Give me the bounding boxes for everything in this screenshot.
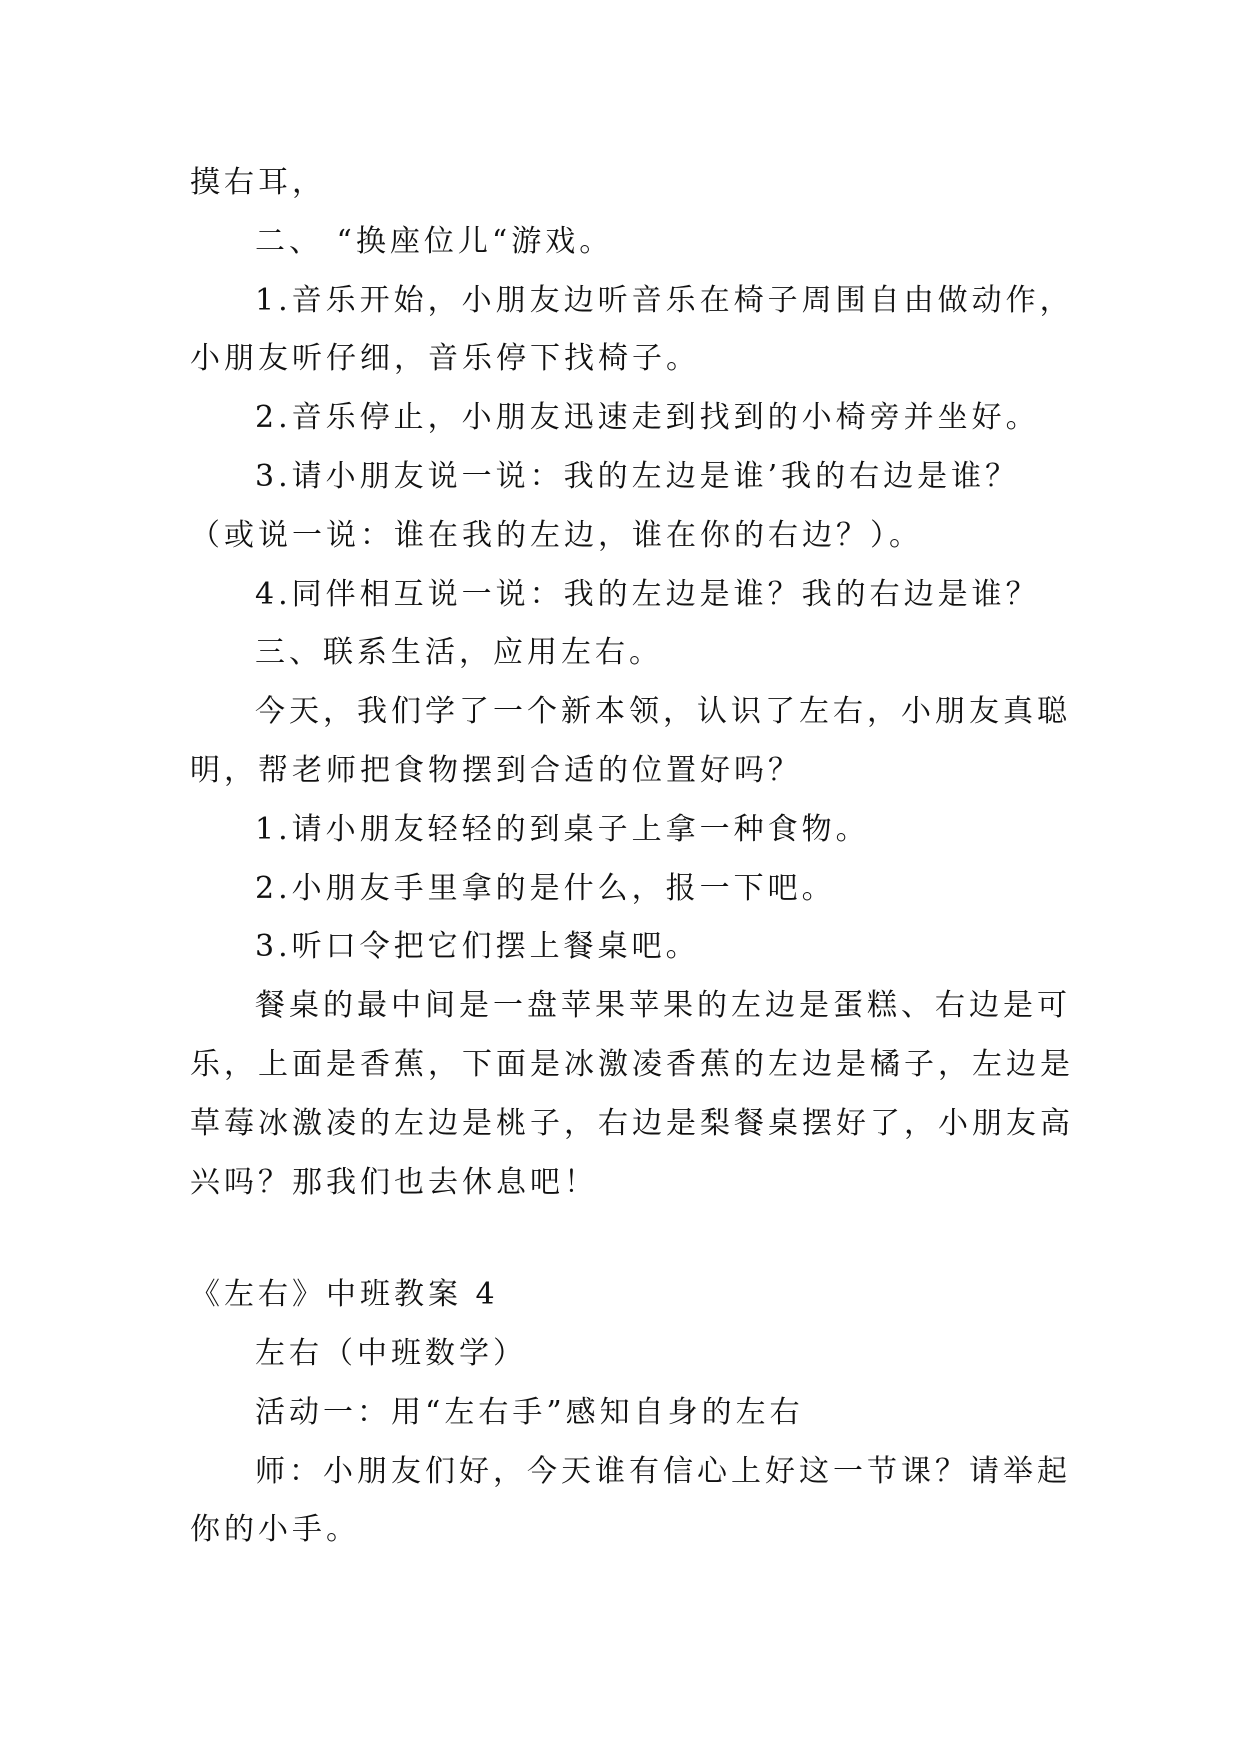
text-line: 你的小手。 [190,1512,360,1547]
text-line: 2.小朋友手里拿的是什么，报一下吧。 [255,871,836,906]
text-line: 今天，我们学了一个新本领，认识了左右，小朋友真聪 [255,694,1071,729]
text-line: 师：小朋友们好，今天谁有信心上好这一节课？请举起 [255,1454,1071,1489]
text-line: 乐，上面是香蕉，下面是冰激凌香蕉的左边是橘子，左边是 [190,1047,1074,1082]
text-line: 1.音乐开始，小朋友边听音乐在椅子周围自由做动作， [255,283,1074,318]
text-line: （或说一说：谁在我的左边，谁在你的右边？）。 [190,518,923,553]
text-line: 1.请小朋友轻轻的到桌子上拿一种食物。 [255,812,870,847]
activity-heading: 活动一：用“左右手”感知自身的左右 [255,1395,804,1430]
text-line: 兴吗？那我们也去休息吧！ [190,1165,598,1200]
lesson-title: 《左右》中班教案 4 [190,1277,499,1312]
text-line: 3.听口令把它们摆上餐桌吧。 [255,929,700,964]
text-line: 餐桌的最中间是一盘苹果苹果的左边是蛋糕、右边是可 [255,988,1071,1023]
text-line: 摸右耳， [190,165,326,200]
section-heading: 二、 “换座位儿“游戏。 [255,224,614,259]
text-line: 4.同伴相互说一说：我的左边是谁？我的右边是谁？ [255,577,1040,612]
text-line: 2.音乐停止，小朋友迅速走到找到的小椅旁并坐好。 [255,400,1040,435]
section-heading: 三、联系生活，应用左右。 [255,635,663,670]
text-line: 明，帮老师把食物摆到合适的位置好吗？ [190,753,802,788]
lesson-subtitle: 左右（中班数学） [255,1336,527,1371]
text-line: 草莓冰激凌的左边是桃子，右边是梨餐桌摆好了，小朋友高 [190,1106,1074,1141]
text-line: 小朋友听仔细，音乐停下找椅子。 [190,341,700,376]
text-line: 3.请小朋友说一说：我的左边是谁’我的右边是谁？ [255,459,1020,494]
